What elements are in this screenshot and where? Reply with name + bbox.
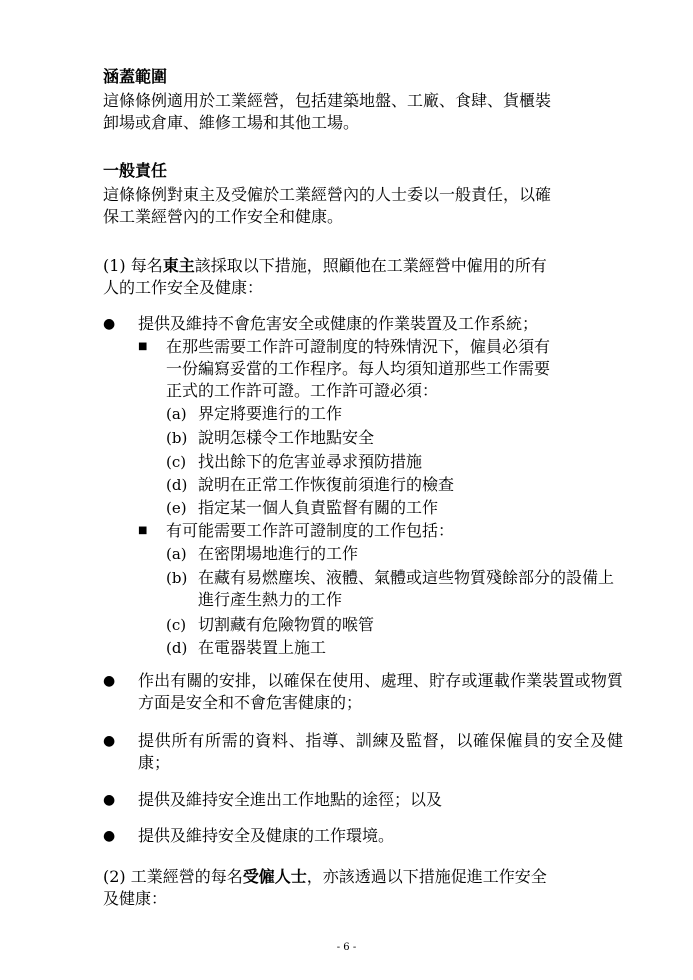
section2-intro-prefix: (2) 工業經營的每名 (103, 867, 243, 886)
bullet-text: 提供及維持安全進出工作地點的途徑；以及 (138, 790, 443, 809)
item-text: 找出餘下的危害並尋求預防措施 (198, 452, 423, 471)
section1-intro (103, 255, 623, 299)
item-text: 在電器裝置上施工 (198, 638, 327, 657)
item-marker: (b) (166, 429, 188, 447)
section2-intro-line-1 (103, 866, 623, 888)
section1-intro-line-2: 人的工作安全及健康： (103, 278, 264, 297)
section1-intro-suffix: 該採取以下措施，照顧他在工業經營中僱用的所有 (194, 256, 547, 275)
item-text: 在密閉場地進行的工作 (198, 544, 359, 563)
section2-intro-suffix: ，亦該透過以下措施促進工作安全 (306, 867, 547, 886)
bullet-icon: ● (103, 792, 116, 808)
scope-paragraph (103, 90, 623, 134)
item-marker: (a) (166, 405, 187, 423)
scope-heading: 涵蓋範圍 (103, 67, 168, 86)
bullet-icon: ● (103, 733, 116, 749)
bullet-text: 作出有關的安排，以確保在使用、處理、貯存或運載作業裝置或物質方面是安全和不會危害健康的； (138, 671, 623, 712)
square-bullet-icon: ■ (138, 341, 148, 352)
section2-intro-bold: 受僱人士 (242, 867, 307, 886)
item-marker: (c) (166, 616, 187, 634)
scope-line-2: 卸場或倉庫、維修工場和其他工場。 (103, 113, 360, 132)
page-number: - 6 - (336, 942, 357, 953)
item-marker: (d) (166, 476, 188, 494)
section2-intro-line-2: 及健康： (103, 889, 168, 908)
item-text: 指定某一個人負責監督有關的工作 (198, 498, 439, 517)
permit-line-2: 一份編寫妥當的工作程序。每人均須知道那些工作需要 (166, 359, 551, 378)
general-duty-paragraph (103, 184, 623, 228)
bullet-text: 提供所有所需的資料、指導、訓練及監督，以確保僱員的安全及健康； (138, 731, 623, 772)
scope-line-1: 這條條例適用於工業經營，包括建築地盤、工廠、食肆、貨櫃裝 (103, 91, 552, 110)
permit-line-3: 正式的工作許可證。工作許可證必須： (166, 381, 439, 400)
general-duty-line-1: 這條條例對東主及受僱於工業經營內的人士委以一般責任，以確 (103, 185, 552, 204)
general-duty-line-2: 保工業經營內的工作安全和健康。 (103, 207, 344, 226)
section2-intro (103, 866, 623, 910)
permit-text (166, 336, 623, 402)
item-text: 在藏有易燃塵埃、液體、氣體或這些物質殘餘部分的設備上進行產生熱力的工作 (198, 568, 615, 609)
bullet-icon: ● (103, 673, 116, 689)
section1-intro-prefix: (1) 每名 (103, 256, 163, 275)
item-text: 說明怎樣令工作地點安全 (198, 428, 375, 447)
item-marker: (a) (166, 545, 187, 563)
item-text: 界定將要進行的工作 (198, 404, 343, 423)
bullet-text: 提供及維持不會危害安全或健康的作業裝置及工作系統； (138, 314, 539, 333)
section1-intro-line-1 (103, 255, 623, 277)
permit-line-1: 在那些需要工作許可證制度的特殊情況下，僱員必須有 (166, 337, 551, 356)
item-marker: (b) (166, 569, 188, 587)
item-text: 說明在正常工作恢復前須進行的檢查 (198, 475, 455, 494)
bullet-icon: ● (103, 316, 116, 332)
item-marker: (e) (166, 499, 187, 517)
bullet-text: 提供及維持安全及健康的工作環境。 (138, 826, 395, 845)
section1-intro-bold: 東主 (162, 256, 195, 275)
possible-heading: 有可能需要工作許可證制度的工作包括： (166, 521, 455, 540)
bullet-icon: ● (103, 828, 116, 844)
square-bullet-icon: ■ (138, 525, 148, 536)
item-text: 切割藏有危險物質的喉管 (198, 615, 375, 634)
item-marker: (c) (166, 453, 187, 471)
general-duty-heading: 一般責任 (103, 161, 168, 180)
item-marker: (d) (166, 639, 188, 657)
